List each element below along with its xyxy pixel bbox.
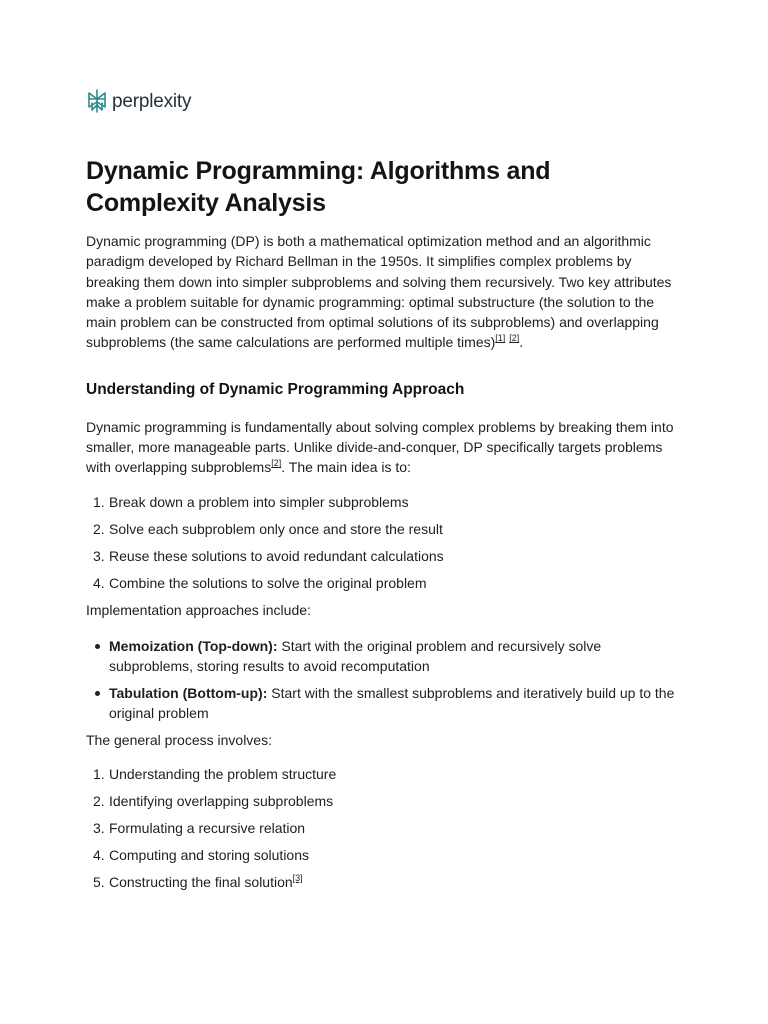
list-item-text: Computing and storing solutions (109, 847, 310, 864)
intro-paragraph (86, 231, 682, 353)
citation-link-3[interactable]: [3] (292, 873, 303, 884)
list-item-text: Constructing the final solution (109, 874, 293, 891)
list-item-text: Identifying overlapping subproblems (109, 793, 334, 810)
citation-link-2b[interactable]: [2] (271, 458, 282, 469)
intro-text: Dynamic programming (DP) is both a mathematical optimization method and an algorithmic paradigm developed by Richard Bellman in the 1950s. It simplifies complex problems by breaking them down into simpler subproblems and solving them recursively. Two key attributes make a problem suitable for dynamic programming: optimal substructure (the solution to the main problem can be constructed from optimal solutions of its subproblems) and overlapping subproblems (the same calculations are performed multiple times) (86, 233, 672, 351)
list-item (86, 519, 682, 539)
list-item (86, 546, 682, 566)
list-number: 2. (93, 520, 105, 537)
list-item-text: Formulating a recursive relation (109, 820, 306, 837)
bullet-icon (95, 691, 100, 696)
list-number: 3. (93, 547, 105, 564)
list-number: 4. (93, 847, 105, 864)
list-number: 5. (93, 874, 105, 891)
section-paragraph (86, 417, 682, 478)
brand-logo[interactable] (86, 89, 191, 113)
list-item-text: Solve each subproblem only once and store the result (109, 520, 443, 537)
process-list (86, 764, 682, 892)
list-number: 2. (93, 793, 105, 810)
article (86, 155, 682, 899)
list-item (86, 845, 682, 865)
page-title: Dynamic Programming: Algorithms and Complexity Analysis (86, 157, 551, 217)
approach-sep: : (272, 637, 278, 654)
list-item (86, 791, 682, 811)
process-label: The general process involves: (86, 731, 272, 748)
list-item-text: Break down a problem into simpler subproblems (109, 493, 409, 510)
list-item (86, 764, 682, 784)
approach-desc: Start with the smallest subproblems and iteratively build up to the original problem (109, 684, 675, 722)
approaches-label: Implementation approaches include: (86, 601, 311, 618)
approach-desc: Start with the original problem and recursively solve subproblems, storing results to avoid recomputation (109, 637, 602, 675)
intro-end: . (519, 334, 524, 351)
list-number: 1. (93, 766, 105, 783)
perplexity-logo-icon (86, 89, 108, 113)
list-item (86, 683, 682, 724)
list-item (86, 818, 682, 838)
approach-sep: : (262, 684, 268, 701)
list-number: 1. (93, 493, 105, 510)
bullet-icon (95, 644, 100, 649)
section-text: Dynamic programming is fundamentally about solving complex problems by breaking them into smaller, more manageable parts. Unlike divide-and-conquer, DP specifically targets problems with overlapping subproblems (86, 418, 674, 476)
section-heading: Understanding of Dynamic Programming Approach (86, 380, 465, 398)
list-item-text: Reuse these solutions to avoid redundant calculations (109, 547, 444, 564)
main-idea-list (86, 492, 682, 593)
list-item (86, 636, 682, 677)
citation-link-1[interactable]: [1] (495, 333, 506, 344)
list-item (86, 573, 682, 593)
citation-link-2[interactable]: [2] (509, 333, 520, 344)
approach-term: Tabulation (Bottom-up) (109, 684, 263, 701)
section-tail: . The main idea is to: (281, 459, 411, 476)
approaches-list (86, 636, 682, 724)
list-item-text: Understanding the problem structure (109, 766, 337, 783)
list-number: 3. (93, 820, 105, 837)
brand-name: perplexity (112, 90, 192, 112)
list-item-text: Combine the solutions to solve the original problem (109, 574, 427, 591)
list-item (86, 492, 682, 512)
list-number: 4. (93, 574, 105, 591)
list-item (86, 872, 682, 892)
approach-term: Memoization (Top-down) (109, 637, 273, 654)
